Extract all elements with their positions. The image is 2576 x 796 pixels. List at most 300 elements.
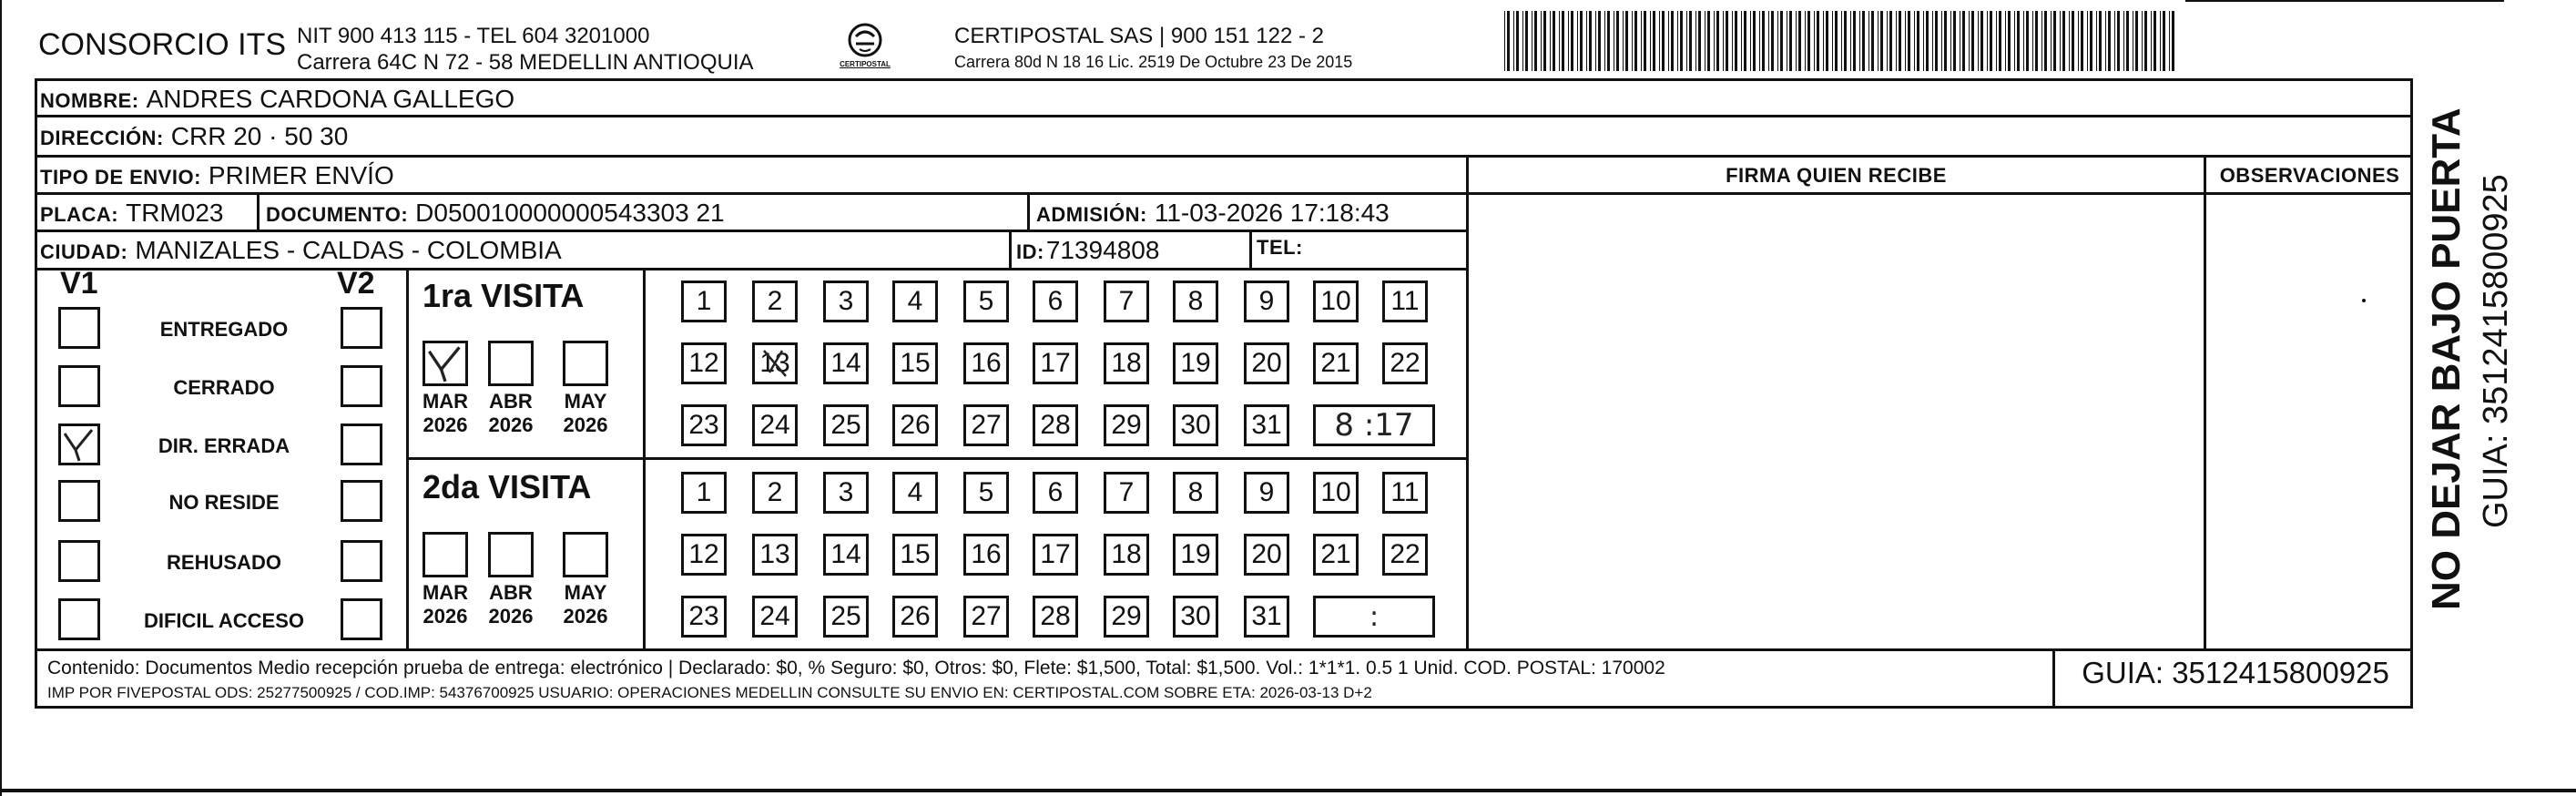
day-number: 8 [1187, 286, 1204, 316]
barcode-bar [1604, 11, 1605, 71]
v1-header: V1 [60, 266, 98, 301]
day-box[interactable] [1382, 472, 1428, 514]
month-year: 2026 [423, 605, 468, 628]
barcode-bar [2035, 11, 2038, 71]
day-box[interactable] [823, 404, 869, 446]
barcode-bar [1971, 11, 1974, 71]
barcode-bar [2169, 11, 2170, 71]
day-box[interactable] [1104, 472, 1149, 514]
day-box[interactable] [1104, 281, 1149, 322]
day-number: 11 [1390, 477, 1420, 507]
day-box[interactable] [681, 472, 727, 514]
rule-3 [35, 192, 2413, 195]
id-value: 71394808 [1045, 236, 1160, 264]
ciudad-label: CIUDAD: [40, 240, 128, 263]
barcode-bar [1589, 11, 1592, 71]
day-number: 27 [971, 601, 1002, 631]
barcode-bar [1889, 11, 1892, 71]
status-label: DIR. ERRADA [158, 434, 290, 457]
day-box[interactable] [681, 404, 727, 446]
field-tipo-envio [40, 161, 394, 190]
admision-value: 11-03-2026 17:18:43 [1154, 199, 1390, 227]
barcode-bar [1662, 11, 1665, 71]
month-name: MAY [564, 390, 607, 413]
barcode-bar [1887, 11, 1888, 71]
barcode-bar [2014, 11, 2015, 71]
v1-checkbox[interactable] [58, 598, 100, 640]
day-box[interactable] [1244, 472, 1289, 514]
day-box[interactable] [1244, 534, 1289, 576]
barcode-bar [1817, 11, 1819, 71]
month-checkbox[interactable] [563, 532, 608, 577]
barcode-bar [1504, 11, 1505, 71]
month-name: ABR [489, 581, 533, 604]
firma-header: FIRMA QUIEN RECIBE [1726, 164, 1947, 187]
barcode-bar [1780, 11, 1783, 71]
barcode-bar [2051, 11, 2052, 71]
v1-checkbox[interactable] [58, 540, 100, 582]
page-left-rule [0, 0, 2, 796]
barcode-bar [1832, 11, 1833, 71]
barcode-bar [2142, 11, 2143, 71]
day-number: 25 [830, 601, 861, 631]
day-number: 25 [830, 410, 861, 440]
barcode-bar [2005, 11, 2006, 71]
day-number: 6 [1047, 477, 1064, 507]
barcode-bar [2078, 11, 2079, 71]
day-box[interactable] [1104, 534, 1149, 576]
carrier-address: Carrera 80d N 18 16 Lic. 2519 De Octubre 23 De 2015 [954, 53, 1353, 71]
documento-label: DOCUMENTO: [266, 203, 409, 226]
day-box[interactable] [963, 404, 1009, 446]
day-number: 12 [688, 348, 719, 378]
day-box[interactable] [1313, 342, 1359, 384]
col-id [1009, 230, 1012, 268]
day-number: 31 [1251, 410, 1282, 440]
footer-print-info: IMP POR FIVEPOSTAL ODS: 25277500925 / COD.IMP: 54376700925 USUARIO: OPERACIONES MEDELLIN CONSULTE SU ENVIO EN: CERTIPOSTAL.COM SOBRE ETA: 2026-03-13 D+2 [47, 684, 1372, 701]
day-number: 15 [900, 539, 931, 569]
day-box[interactable] [1382, 534, 1428, 576]
barcode-bar [2044, 11, 2047, 71]
barcode-bar [1835, 11, 1838, 71]
month-checkbox[interactable] [423, 341, 468, 386]
col-visit-right [643, 268, 646, 648]
barcode-bar [1595, 11, 1596, 71]
barcode-bar [1917, 11, 1919, 71]
barcode-bar [1522, 11, 1523, 71]
day-number: 24 [759, 410, 790, 440]
barcode-bar [1659, 11, 1660, 71]
day-box[interactable] [1173, 534, 1218, 576]
v1-checkbox[interactable] [58, 480, 100, 522]
v2-header: V2 [337, 266, 375, 301]
day-box[interactable] [1244, 404, 1289, 446]
month-name: MAR [422, 581, 469, 604]
barcode-bar [2069, 11, 2070, 71]
visit-time-box[interactable] [1313, 596, 1435, 638]
day-number: 6 [1047, 286, 1064, 316]
barcode-bar [1987, 11, 1988, 71]
barcode-bar [1741, 11, 1742, 71]
month-year: 2026 [563, 605, 608, 628]
barcode-bar [1807, 11, 1810, 71]
visit-time-value: 8 :17 [1334, 407, 1414, 444]
day-mark-icon [757, 345, 793, 382]
barcode-bar [2090, 11, 2092, 71]
field-id [1016, 236, 1159, 265]
barcode-bar [1525, 11, 1528, 71]
month-year: 2026 [488, 413, 534, 436]
day-box[interactable] [1033, 596, 1078, 638]
tipo-value: PRIMER ENVÍO [208, 161, 394, 189]
day-box[interactable] [681, 596, 727, 638]
rule-1 [35, 115, 2413, 117]
day-number: 17 [1040, 539, 1071, 569]
v2-checkbox[interactable] [341, 598, 382, 640]
direccion-value: CRR 20 · 50 30 [170, 122, 349, 150]
documento-value: D050010000000543303 21 [415, 199, 725, 227]
month-label [479, 581, 543, 628]
day-box[interactable] [823, 472, 869, 514]
barcode-bar [2160, 11, 2161, 71]
barcode-bar [1953, 11, 1956, 71]
day-number: 4 [907, 477, 923, 507]
barcode-bar [2072, 11, 2074, 71]
barcode-bar [1534, 11, 1537, 71]
barcode-bar [1625, 11, 1628, 71]
day-box[interactable] [892, 534, 938, 576]
barcode-bar [2099, 11, 2102, 71]
day-number: 26 [900, 410, 931, 440]
day-box[interactable] [1173, 596, 1218, 638]
barcode-bar [1550, 11, 1551, 71]
barcode-bar [1759, 11, 1760, 71]
day-number: 19 [1180, 348, 1211, 378]
barcode-bar [2060, 11, 2061, 71]
barcode-bar [1598, 11, 1601, 71]
barcode-bar [1616, 11, 1619, 71]
barcode-bar [1814, 11, 1815, 71]
day-box[interactable] [752, 596, 798, 638]
day-number: 9 [1258, 477, 1275, 507]
day-box[interactable] [892, 281, 938, 322]
month-checkbox[interactable] [488, 532, 534, 577]
company-name: CONSORCIO ITS [38, 27, 287, 62]
day-box[interactable] [892, 342, 938, 384]
barcode-bar [1553, 11, 1555, 71]
status-label: ENTREGADO [159, 318, 289, 341]
day-number: 31 [1251, 601, 1282, 631]
day-box[interactable] [892, 596, 938, 638]
barcode-bar [1941, 11, 1942, 71]
barcode-bar [1899, 11, 1901, 71]
day-number: 23 [688, 601, 719, 631]
day-box[interactable] [1244, 596, 1289, 638]
field-tel [1257, 236, 1310, 260]
day-number: 14 [830, 348, 861, 378]
day-number: 14 [830, 539, 861, 569]
day-box[interactable] [1244, 281, 1289, 322]
barcode-bar [1777, 11, 1778, 71]
field-admision [1036, 199, 1390, 228]
barcode-bar [1586, 11, 1587, 71]
day-box[interactable] [823, 596, 869, 638]
barcode-bar [1753, 11, 1756, 71]
barcode-bar [1513, 11, 1514, 71]
barcode-bar [1850, 11, 1851, 71]
barcode-bar [1607, 11, 1610, 71]
v2-checkbox[interactable] [341, 307, 382, 349]
status-label: DIFICIL ACCESO [143, 609, 304, 632]
barcode-bar [1735, 11, 1737, 71]
barcode-bar [1541, 11, 1542, 71]
ciudad-value: MANIZALES - CALDAS - COLOMBIA [135, 236, 562, 264]
company-address: Carrera 64C N 72 - 58 MEDELLIN ANTIOQUIA [297, 50, 754, 75]
day-number: 20 [1251, 539, 1282, 569]
day-number: 29 [1111, 410, 1142, 440]
barcode-bar [1689, 11, 1692, 71]
barcode-bar [1559, 11, 1560, 71]
day-box[interactable] [1104, 404, 1149, 446]
day-number: 30 [1180, 601, 1211, 631]
barcode-bar [1935, 11, 1938, 71]
barcode-bar [1932, 11, 1933, 71]
day-box[interactable] [1104, 596, 1149, 638]
v2-checkbox[interactable] [341, 540, 382, 582]
barcode-bar [1707, 11, 1710, 71]
month-label [413, 390, 477, 437]
barcode-bar [1686, 11, 1687, 71]
month-label [554, 390, 617, 437]
barcode-bar [1853, 11, 1856, 71]
day-number: 28 [1040, 601, 1071, 631]
day-box[interactable] [1173, 472, 1218, 514]
day-number: 28 [1040, 410, 1071, 440]
barcode-bar [1698, 11, 1701, 71]
barcode-bar [1732, 11, 1733, 71]
barcode-bar [2008, 11, 2011, 71]
day-number: 18 [1111, 539, 1142, 569]
page-bottom-rule [0, 789, 2576, 792]
barcode-bar [1771, 11, 1774, 71]
v1-checkbox[interactable] [58, 307, 100, 349]
day-box[interactable] [1033, 534, 1078, 576]
day-box[interactable] [1033, 472, 1078, 514]
day-number: 9 [1258, 286, 1275, 316]
barcode-bar [1744, 11, 1746, 71]
barcode-bar [1580, 11, 1583, 71]
day-box[interactable] [752, 472, 798, 514]
id-label: ID: [1016, 240, 1044, 263]
v1-checkbox[interactable] [58, 424, 100, 465]
barcode [1504, 11, 2178, 73]
barcode-bar [2151, 11, 2152, 71]
day-box[interactable] [1313, 534, 1359, 576]
barcode-bar [1990, 11, 1992, 71]
barcode-bar [1914, 11, 1915, 71]
barcode-bar [1653, 11, 1655, 71]
barcode-bar [1516, 11, 1519, 71]
barcode-bar [1723, 11, 1724, 71]
nombre-value: ANDRES CARDONA GALLEGO [146, 85, 515, 113]
month-name: MAR [422, 390, 469, 413]
barcode-bar [1862, 11, 1865, 71]
day-box[interactable] [1173, 281, 1218, 322]
day-number: 3 [838, 286, 854, 316]
barcode-bar [1923, 11, 1924, 71]
v1-checkbox[interactable] [58, 365, 100, 407]
day-box[interactable] [752, 404, 798, 446]
month-checkbox[interactable] [488, 341, 534, 386]
month-year: 2026 [423, 413, 468, 436]
barcode-bar [1571, 11, 1573, 71]
day-number: 21 [1320, 348, 1351, 378]
day-box[interactable] [752, 534, 798, 576]
day-box[interactable] [681, 281, 727, 322]
day-number: 29 [1111, 601, 1142, 631]
header-top-rule [2185, 0, 2504, 2]
day-box[interactable] [963, 596, 1009, 638]
barcode-bar [1632, 11, 1633, 71]
day-box[interactable] [1382, 342, 1428, 384]
barcode-bar [2153, 11, 2156, 71]
day-number: 2 [767, 477, 783, 507]
barcode-bar [2163, 11, 2165, 71]
day-number: 5 [978, 286, 994, 316]
day-box[interactable] [963, 534, 1009, 576]
barcode-bar [1623, 11, 1624, 71]
placa-value: TRM023 [126, 199, 224, 227]
day-number: 16 [971, 348, 1002, 378]
day-box[interactable] [823, 534, 869, 576]
col-status-right [406, 268, 409, 648]
barcode-bar [1695, 11, 1696, 71]
barcode-bar [1905, 11, 1906, 71]
v2-checkbox[interactable] [341, 480, 382, 522]
visit-time-box[interactable] [1313, 404, 1435, 446]
day-number: 22 [1390, 539, 1420, 569]
day-box[interactable] [963, 472, 1009, 514]
day-number: 15 [900, 348, 931, 378]
barcode-bar [2017, 11, 2020, 71]
day-box[interactable] [1244, 342, 1289, 384]
placa-label: PLACA: [40, 203, 119, 226]
month-year: 2026 [488, 605, 534, 628]
barcode-bar [1671, 11, 1674, 71]
day-number: 20 [1251, 348, 1282, 378]
barcode-bar [1677, 11, 1678, 71]
field-nombre [40, 85, 514, 114]
barcode-bar [2062, 11, 2065, 71]
barcode-bar [1750, 11, 1751, 71]
month-name: MAY [564, 581, 607, 604]
company-nit: NIT 900 413 115 - TEL 604 3201000 [297, 24, 650, 48]
day-box[interactable] [892, 472, 938, 514]
month-name: ABR [489, 390, 533, 413]
day-box[interactable] [1033, 404, 1078, 446]
day-number: 22 [1390, 348, 1420, 378]
day-number: 7 [1118, 477, 1135, 507]
day-box[interactable] [1313, 281, 1359, 322]
day-number: 18 [1111, 348, 1142, 378]
barcode-bar [1871, 11, 1874, 71]
day-box[interactable] [752, 281, 798, 322]
barcode-bar [2096, 11, 2097, 71]
carrier-name: CERTIPOSTAL SAS | 900 151 122 - 2 [954, 24, 1324, 48]
obs-dot [2362, 299, 2366, 302]
day-box[interactable] [963, 342, 1009, 384]
day-box[interactable] [892, 404, 938, 446]
day-box[interactable] [1033, 342, 1078, 384]
barcode-bar [1996, 11, 1997, 71]
barcode-bar [1844, 11, 1847, 71]
status-label: CERRADO [173, 376, 275, 399]
day-box[interactable] [1173, 404, 1218, 446]
v2-checkbox[interactable] [341, 424, 382, 465]
barcode-bar [1507, 11, 1510, 71]
day-number: 7 [1118, 286, 1135, 316]
month-checkbox[interactable] [563, 341, 608, 386]
field-direccion [40, 122, 348, 151]
barcode-bar [1980, 11, 1983, 71]
barcode-bar [1859, 11, 1860, 71]
day-box[interactable] [963, 281, 1009, 322]
barcode-bar [1896, 11, 1897, 71]
barcode-bar [1644, 11, 1646, 71]
barcode-bar [1944, 11, 1947, 71]
rule-5 [35, 268, 1466, 270]
day-box[interactable] [1313, 472, 1359, 514]
admision-label: ADMISIÓN: [1036, 203, 1147, 226]
day-box[interactable] [752, 342, 798, 384]
status-label: NO RESIDE [168, 491, 280, 514]
visit-title: 2da VISITA [423, 468, 592, 505]
day-box[interactable] [1382, 281, 1428, 322]
barcode-bar [1762, 11, 1765, 71]
day-box[interactable] [823, 342, 869, 384]
day-number: 11 [1390, 286, 1420, 316]
col-placa-doc [257, 192, 260, 230]
day-box[interactable] [823, 281, 869, 322]
day-box[interactable] [1173, 342, 1218, 384]
day-box[interactable] [681, 342, 727, 384]
day-number: 30 [1180, 410, 1211, 440]
barcode-bar [1789, 11, 1792, 71]
barcode-bar [1714, 11, 1715, 71]
barcode-bar [2023, 11, 2024, 71]
day-box[interactable] [1033, 281, 1078, 322]
month-year: 2026 [563, 413, 608, 436]
day-number: 10 [1320, 477, 1351, 507]
day-box[interactable] [1104, 342, 1149, 384]
barcode-bar [1826, 11, 1828, 71]
footer-content: Contenido: Documentos Medio recepción prueba de entrega: electrónico | Declarado: $0, % Seguro: $0, Otros: $0, Flete: $1,500, Total: $1,500. Vol.: 1*1*1. 0.5 1 Unid. COD. POSTAL: 170002 [47, 658, 1665, 679]
col-admision [1027, 192, 1030, 230]
barcode-bar [1716, 11, 1719, 71]
barcode-bar [1796, 11, 1797, 71]
day-number: 21 [1320, 539, 1351, 569]
status-label: REHUSADO [167, 551, 281, 574]
certipostal-logo-icon [838, 20, 892, 75]
v2-checkbox[interactable] [341, 365, 382, 407]
nombre-label: NOMBRE: [40, 89, 139, 112]
day-box[interactable] [681, 534, 727, 576]
field-ciudad [40, 236, 562, 265]
barcode-bar [1726, 11, 1728, 71]
month-checkbox[interactable] [423, 532, 468, 577]
barcode-bar [2026, 11, 2029, 71]
barcode-bar [1634, 11, 1637, 71]
